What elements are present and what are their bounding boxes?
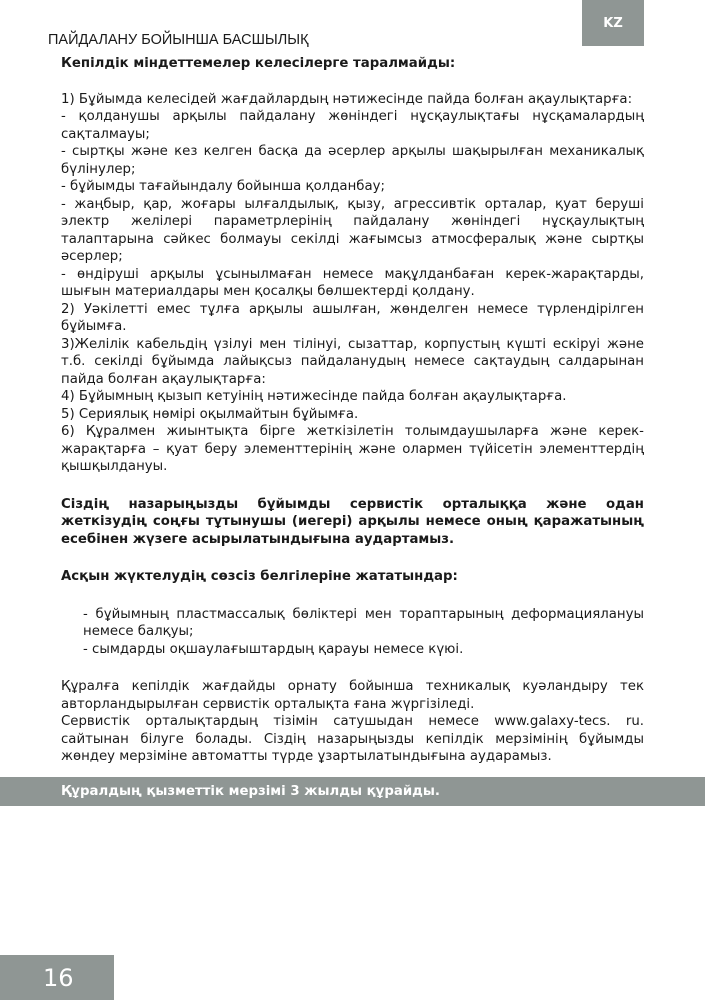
language-tab: KZ: [582, 0, 644, 46]
manual-title: ПАЙДАЛАНУ БОЙЫНША БАСШЫЛЫҚ: [48, 32, 309, 48]
warranty-item-1-point: - сыртқы және кез келген басқа да әсерлер арқылы шақырылған механикалық бүлінулер;: [61, 144, 644, 177]
warranty-item-4: 4) Бұйымның қызып кетуінің нәтижесінде пайда болған ақаулықтарға.: [61, 389, 567, 404]
warranty-item-2: 2) Уәкілетті емес тұлға арқылы ашылған, жөнделген немесе түрлендірілген бұйымға.: [61, 301, 644, 334]
warranty-item-5: 5) Сериялық нөмірі оқылмайтын бұйымға.: [61, 406, 359, 422]
overload-heading: Асқын жүктелудің сөзсіз белгілеріне жататындар:: [61, 569, 458, 584]
main-content: [61, 55, 644, 766]
warranty-item-1-point: - қолданушы арқылы пайдалану жөніндегі нұсқаулықтағы нұсқамалардың сақталмауы;: [61, 109, 644, 142]
overload-point: - сымдарды оқшаулағыштардың қарауы немесе күюі.: [83, 641, 464, 657]
service-life-banner: Құралдың қызметтік мерзімі 3 жылды құрайды.: [0, 777, 705, 806]
warranty-item-6: 6) Құралмен жиынтықта бірге жеткізілетін толымдаушыларға және керек-жарақтарға – қуат беру элементтерінің және олармен түйісетін элементтердің қышқылдануы.: [61, 424, 644, 474]
warranty-item-1-point: - бұйымды тағайындалу бойынша қолданбау;: [61, 179, 385, 194]
service-center-note: Құралға кепілдік жағдайды орнату бойынша техникалық куәландыру тек авторландырылған сервистік орталықта ғана жүргізіледі.: [61, 679, 644, 712]
warranty-item-1: 1) Бұйымда келесідей жағдайлардың нәтижесінде пайда болған ақаулықтарға:: [61, 91, 633, 107]
page-number: 16: [0, 955, 114, 1000]
warranty-item-1-point: - жаңбыр, қар, жоғары ылғалдылық, қызу, агрессивтік орталар, қуат беруші электр желілері параметрлерінің пайдалану жөніндегі нұсқаулықтың талаптарына сәйкес болмауы секілді жағымсыз атмосфералық және сыртқы әсерлер;: [61, 196, 644, 264]
warranty-item-1-point: - өндіруші арқылы ұсынылмаған немесе мақұлданбаған керек-жарақтарды, шығын материалдары мен қосалқы бөлшектерді қолдану.: [61, 266, 644, 299]
delivery-notice: Сіздің назарыңызды бұйымды сервистік орталыққа және одан жеткізудің соңғы тұтынушы (иегері) арқылы немесе оның қаражатының есебінен жүзеге асырылатындығына аудартамыз.: [61, 496, 644, 547]
warranty-heading: Кепілдік міндеттемелер келесілерге таралмайды:: [61, 56, 456, 71]
warranty-item-3: 3)Желілік кабельдің үзілуі мен тілінуі, сызаттар, корпустың күшті ескіруі және т.б. секілді бұйымда лайықсыз пайдаланудың немесе сақтаудың салдарынан пайда болған ақаулықтарға:: [61, 336, 644, 387]
overload-point: - бұйымның пластмассалық бөліктері мен тораптарының деформациялануы немесе балқуы;: [83, 606, 644, 639]
service-center-list-note: Сервистік орталықтардың тізімін сатушыдан немесе www.galaxy-tecs. ru. сайтынан білуге болады. Сіздің назарыңызды кепілдік мерзімінің бұйымды жөндеу мерзіміне автоматты түрде ұзартылатындығына аударамыз.: [61, 714, 644, 764]
overload-list: [61, 606, 644, 659]
